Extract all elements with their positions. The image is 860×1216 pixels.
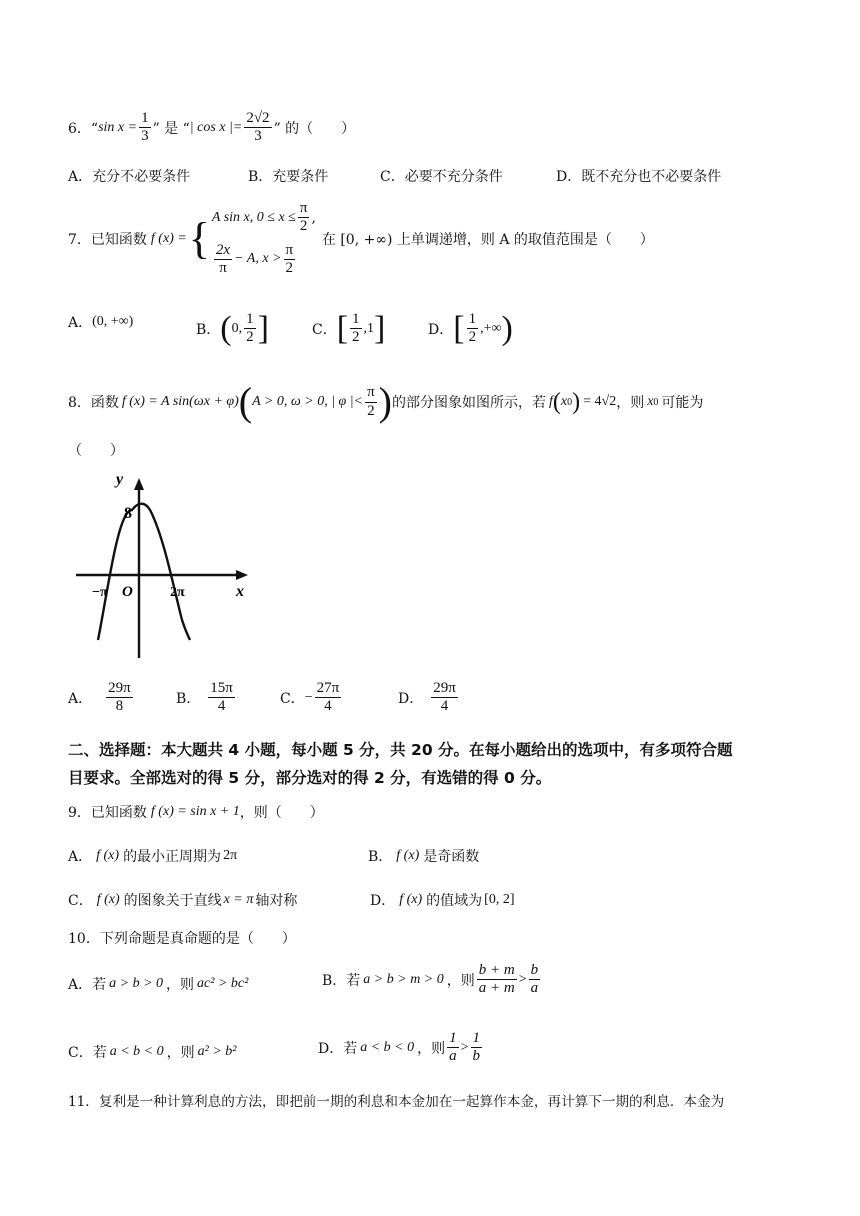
q8-option-d: D． $\frac{29\pi}{4}$ bbox=[398, 680, 456, 715]
section2-line1: 二、选择题：本大题共 4 小题，每小题 5 分，共 20 分。在每小题给出的选项中，有多项符合题 bbox=[68, 741, 733, 759]
q6-mid: ” 是 “ bbox=[152, 120, 190, 137]
q7-tail: 在 [0, +∞) 上单调递增，则 A 的取值范围是（ ） bbox=[321, 231, 654, 248]
graph-pos-label: 2π bbox=[170, 585, 185, 600]
q6-option-b: B．充要条件 bbox=[248, 169, 329, 185]
q7-case2: $\frac{2x}{\pi}$ − A, x > $\frac{\pi}{2}$ bbox=[215, 241, 294, 276]
q7-option-d: D． [ $\frac{1}{2}$ ,+∞ ) bbox=[428, 309, 513, 347]
q6-lhs: sin x = bbox=[98, 119, 138, 135]
x-axis-arrow bbox=[236, 570, 248, 580]
q7-prefix: 7．已知函数 bbox=[68, 231, 147, 248]
q7-cases bbox=[212, 200, 316, 277]
q6-suffix: ” 的（ ） bbox=[273, 120, 356, 137]
graph-peak-label: 8 bbox=[124, 505, 132, 522]
q9-option-b: B． f (x) 是奇函数 bbox=[368, 848, 480, 865]
q7-option-c: C． [ $\frac{1}{2}$ ,1 ] bbox=[312, 309, 386, 347]
q7-options bbox=[68, 312, 133, 332]
q9-option-c: C． f (x) 的图象关于直线 x = π 轴对称 bbox=[68, 892, 298, 909]
y-axis-arrow bbox=[134, 478, 144, 490]
q8-cond: A > 0, ω > 0, | φ |< bbox=[252, 394, 364, 409]
q8-option-b: B． $\frac{15\pi}{4}$ bbox=[176, 680, 233, 715]
q6-frac2: $\frac{2√2}{3}$ bbox=[246, 110, 270, 145]
q10-option-a: A．若 a > b > 0 ，则 ac² > bc² bbox=[68, 976, 249, 993]
q8-option-c: C． − $\frac{27\pi}{4}$ bbox=[280, 680, 340, 715]
graph-y-label: y bbox=[116, 471, 124, 488]
q7-option-a-label: A． bbox=[68, 315, 93, 331]
graph-x-label: x bbox=[236, 583, 244, 600]
q9-option-d: D． f (x) 的值域为 [0, 2] bbox=[370, 892, 515, 909]
q10-option-b: B．若 a > b > m > 0 ，则 $\frac{b + m}{a + m}$ > $\frac{b}{a}$ bbox=[322, 962, 539, 997]
q7-brace: { bbox=[188, 213, 210, 263]
q10-option-d: D．若 a < b < 0 ，则 $\frac{1}{a}$ > $\frac{1}{b}$ bbox=[318, 1030, 481, 1065]
q7-option-b: B． ( 0, $\frac{1}{2}$ ] bbox=[196, 309, 269, 347]
q8-option-a: A． $\frac{29\pi}{8}$ bbox=[68, 680, 131, 715]
q7-fx: f (x) = bbox=[150, 230, 187, 246]
graph-neg-label: −π bbox=[92, 585, 108, 600]
q10-stem: 10．下列命题是真命题的是（ ） bbox=[68, 931, 296, 947]
curve bbox=[98, 504, 190, 640]
section2-line2: 目要求。全部选对的得 5 分，部分选对的得 2 分，有选错的得 0 分。 bbox=[68, 769, 552, 787]
q7-option-a: (0, +∞) bbox=[92, 314, 134, 329]
q11-stem: 11．复利是一种计算利息的方法，即把前一期的利息和本金加在一起算作本金，再计算下一期的利息．本金为 bbox=[68, 1094, 725, 1110]
q6-abs-cos: | cos x |= bbox=[189, 119, 243, 135]
q9-expr: f (x) = sin x + 1 bbox=[150, 804, 240, 819]
q6-prefix: 6．“ bbox=[68, 120, 99, 137]
q6-option-a: A．充分不必要条件 bbox=[68, 169, 191, 185]
q9-option-a: A． f (x) 的最小正周期为 2π bbox=[68, 848, 238, 865]
q6-frac1: $\frac{1}{3}$ bbox=[141, 110, 149, 145]
q9-stem: 9．已知函数 f (x) = sin x + 1 ，则（ ） bbox=[68, 804, 324, 821]
q6-option-d: D．既不充分也不必要条件 bbox=[556, 169, 722, 185]
q6-stem bbox=[68, 110, 355, 146]
q8-stem: 8．函数 f (x) = A sin(ωx + φ) ( A > 0, ω > 0, | φ |< $\frac{\pi}{2}$ ) 的部分图象如图所示，若 f ( x 0 ) = 4√2 ，则 x 0 可能为 bbox=[68, 379, 704, 424]
q6-option-c: C．必要不充分条件 bbox=[380, 169, 503, 185]
q8-expr: f (x) = A sin(ωx + φ) bbox=[121, 394, 239, 409]
q7-stem bbox=[68, 200, 654, 277]
q8-paren: （ ） bbox=[68, 443, 124, 459]
graph-origin-label: O bbox=[122, 584, 133, 600]
q8-graph bbox=[72, 470, 252, 660]
q10-option-c: C．若 a < b < 0 ，则 a² > b² bbox=[68, 1044, 237, 1061]
q7-case1: A sin x, 0 ≤ x ≤ $\frac{\pi}{2}$ , bbox=[211, 200, 316, 235]
